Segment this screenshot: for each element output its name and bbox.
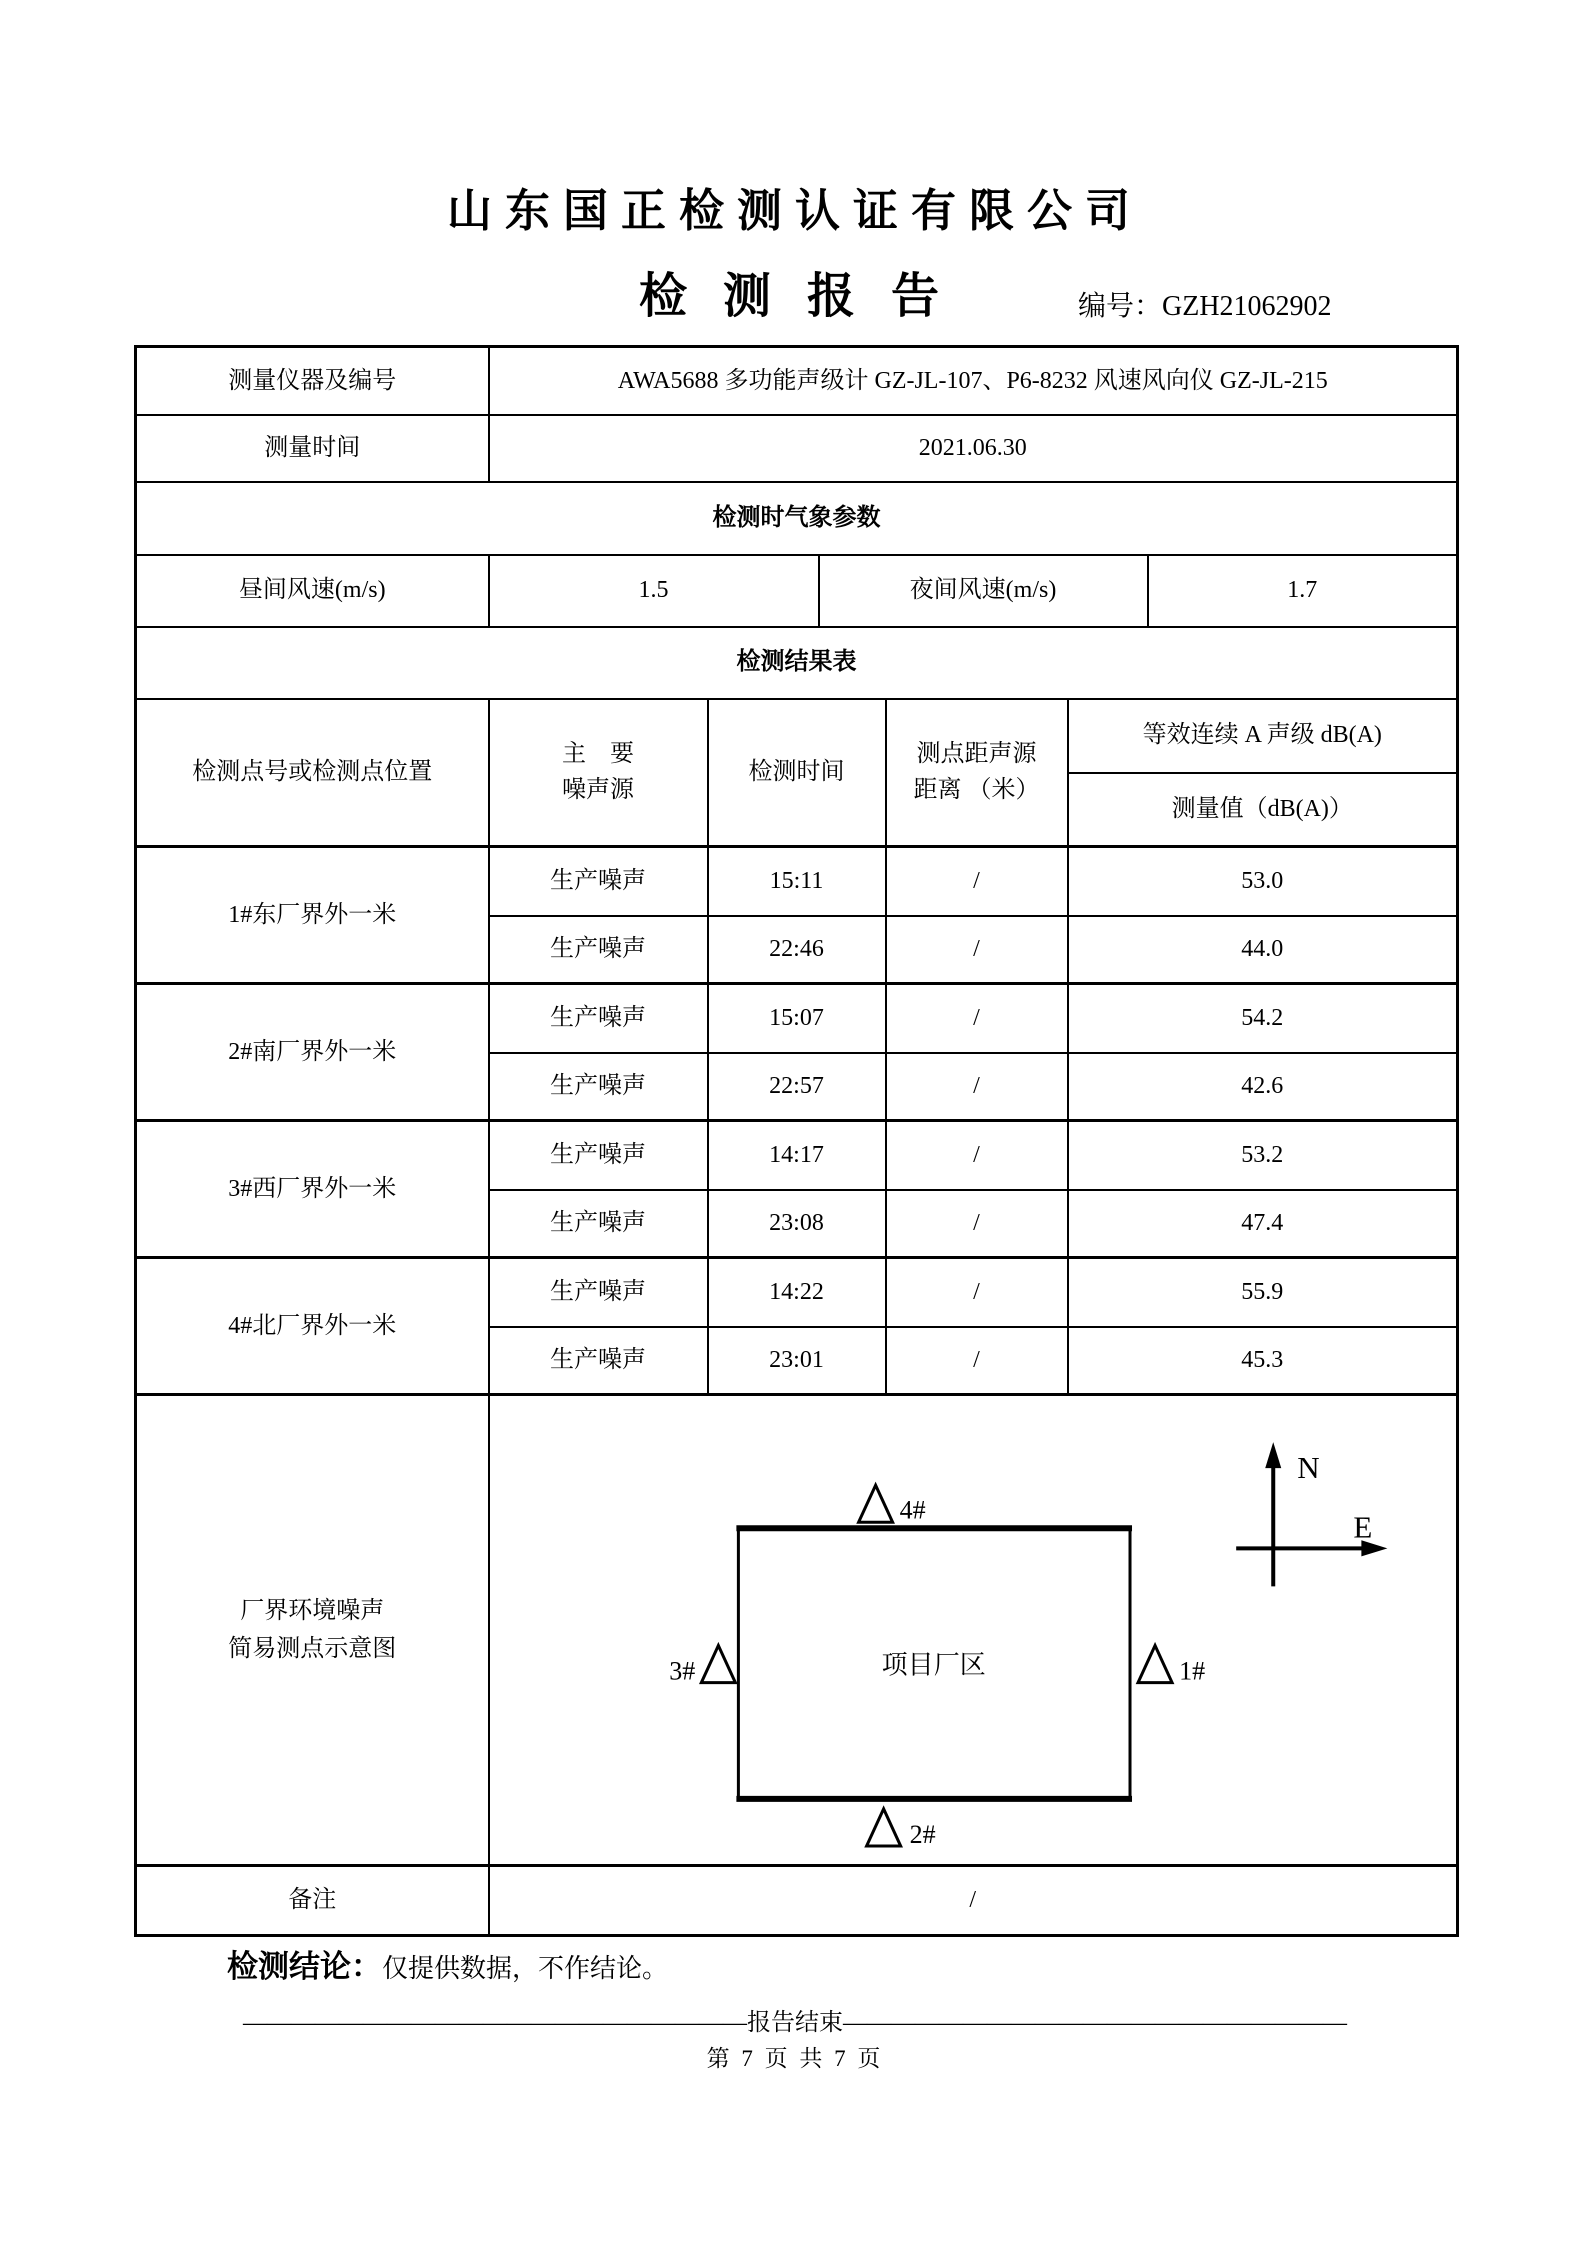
distance-cell: / (886, 1053, 1068, 1121)
remark-value-cell: / (489, 1866, 1458, 1936)
time-cell: 22:46 (708, 916, 886, 984)
distance-cell: / (886, 1190, 1068, 1258)
time-label-cell: 测量时间 (136, 415, 489, 482)
distance-cell: / (886, 984, 1068, 1053)
conclusion-line (227, 1941, 668, 1986)
wind-speed-row (136, 555, 1458, 627)
source-cell: 生产噪声 (489, 1053, 708, 1121)
value-cell: 44.0 (1068, 916, 1458, 984)
point-2-triangle-icon (866, 1809, 900, 1846)
report-end-dashes-right: ————————————————————— (843, 2010, 1347, 2036)
report-table (134, 345, 1459, 1937)
instrument-value-cell: AWA5688 多功能声级计 GZ-JL-107、P6-8232 风速风向仪 GZ-JL-215 (489, 347, 1458, 415)
time-cell: 14:17 (708, 1121, 886, 1190)
company-name: 山东国正检测认证有限公司 (446, 186, 1143, 236)
report-end-text: 报告结束 (747, 2010, 843, 2036)
value-cell: 55.9 (1068, 1258, 1458, 1327)
point-3-label: 3# (668, 1656, 695, 1686)
distance-column-header-line2: 距离 （米） (913, 777, 1040, 804)
weather-section-title: 检测时气象参数 (136, 482, 1458, 555)
weather-section-row (136, 482, 1458, 555)
diagram-row (136, 1395, 1458, 1866)
report-title: 检 测 报 告 (638, 270, 951, 323)
result-row (136, 847, 1458, 916)
point-1-triangle-icon (1138, 1646, 1172, 1683)
source-cell: 生产噪声 (489, 984, 708, 1053)
source-cell: 生产噪声 (489, 1258, 708, 1327)
diagram-label (136, 1395, 489, 1866)
night-wind-value-cell: 1.7 (1148, 555, 1458, 627)
time-cell: 23:01 (708, 1327, 886, 1395)
time-cell: 15:07 (708, 984, 886, 1053)
point-2-label: 2# (909, 1819, 936, 1849)
conclusion-text: 仅提供数据，不作结论。 (382, 1954, 669, 1983)
page-number: 第 7 页 共 7 页 (706, 2046, 884, 2071)
results-section-row (136, 627, 1458, 699)
value-cell: 53.2 (1068, 1121, 1458, 1190)
distance-cell: / (886, 1121, 1068, 1190)
instrument-label-cell: 测量仪器及编号 (136, 347, 489, 415)
point-cell: 3#西厂界外一米 (136, 1121, 489, 1258)
compass-north-arrowhead-icon (1265, 1442, 1281, 1468)
time-cell: 15:11 (708, 847, 886, 916)
diagram-label-line2: 简易测点示意图 (228, 1636, 397, 1662)
report-number-value: GZH21062902 (1162, 291, 1332, 322)
point-column-header: 检测点号或检测点位置 (136, 699, 489, 847)
source-column-header-line2: 噪声源 (562, 777, 634, 804)
compass-north-label: N (1296, 1450, 1320, 1486)
results-section-title: 检测结果表 (136, 627, 1458, 699)
distance-cell: / (886, 1327, 1068, 1395)
remark-row (136, 1866, 1458, 1936)
source-cell: 生产噪声 (489, 1121, 708, 1190)
distance-column-header-line1: 测点距声源 (916, 741, 1037, 768)
time-value-cell: 2021.06.30 (489, 415, 1458, 482)
report-end-line (134, 2002, 1456, 2037)
result-row (136, 984, 1458, 1053)
conclusion-label: 检测结论： (227, 1949, 382, 1984)
source-cell: 生产噪声 (489, 847, 708, 916)
point-1-label: 1# (1178, 1656, 1205, 1686)
distance-cell: / (886, 847, 1068, 916)
value-cell: 45.3 (1068, 1327, 1458, 1395)
compass-east-label: E (1352, 1509, 1372, 1545)
point-cell: 2#南厂界外一米 (136, 984, 489, 1121)
report-end-dashes-left: ————————————————————— (243, 2010, 747, 2036)
source-column-header (489, 699, 708, 847)
source-cell: 生产噪声 (489, 1190, 708, 1258)
time-cell: 14:22 (708, 1258, 886, 1327)
day-wind-label-cell: 昼间风速(m/s) (136, 555, 489, 627)
remark-label-cell: 备注 (136, 1866, 489, 1936)
time-cell: 22:57 (708, 1053, 886, 1121)
source-column-header-line1: 主 要 (562, 741, 634, 768)
source-cell: 生产噪声 (489, 916, 708, 984)
value-cell: 47.4 (1068, 1190, 1458, 1258)
instrument-row (136, 347, 1458, 415)
distance-cell: / (886, 1258, 1068, 1327)
night-wind-label-cell: 夜间风速(m/s) (819, 555, 1148, 627)
time-cell: 23:08 (708, 1190, 886, 1258)
value-subheader: 测量值（dB(A)） (1068, 773, 1458, 847)
point-4-label: 4# (899, 1495, 926, 1525)
day-wind-value-cell: 1.5 (489, 555, 819, 627)
site-diagram-canvas (490, 1396, 1457, 1864)
value-cell: 53.0 (1068, 847, 1458, 916)
distance-column-header (886, 699, 1068, 847)
value-cell: 42.6 (1068, 1053, 1458, 1121)
distance-cell: / (886, 916, 1068, 984)
report-number-label: 编号： (1078, 291, 1163, 322)
point-4-triangle-icon (858, 1485, 892, 1522)
site-diagram (489, 1395, 1458, 1866)
point-3-triangle-icon (701, 1646, 735, 1683)
result-row (136, 1258, 1458, 1327)
level-group-header: 等效连续 A 声级 dB(A) (1068, 699, 1458, 773)
point-cell: 1#东厂界外一米 (136, 847, 489, 984)
diagram-label-line1: 厂界环境噪声 (240, 1598, 385, 1624)
measure-time-row (136, 415, 1458, 482)
time-column-header: 检测时间 (708, 699, 886, 847)
result-row (136, 1121, 1458, 1190)
results-header-row-1 (136, 699, 1458, 773)
source-cell: 生产噪声 (489, 1327, 708, 1395)
plant-area-label: 项目厂区 (881, 1650, 986, 1680)
point-cell: 4#北厂界外一米 (136, 1258, 489, 1395)
value-cell: 54.2 (1068, 984, 1458, 1053)
report-number (1078, 292, 1332, 323)
